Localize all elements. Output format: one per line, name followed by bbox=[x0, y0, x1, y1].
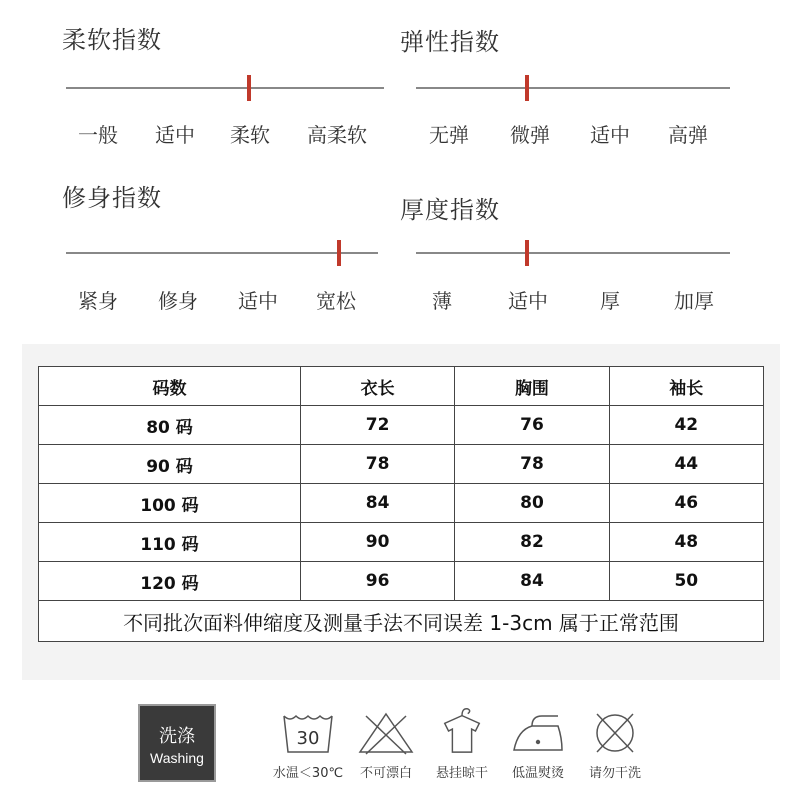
softness-level-marker bbox=[247, 75, 251, 101]
low-iron-icon bbox=[508, 708, 568, 758]
fit-level-marker bbox=[337, 240, 341, 266]
table-row bbox=[39, 406, 764, 445]
header-chest: 胸围 bbox=[455, 367, 609, 406]
softness-index-title: 柔软指数 bbox=[62, 26, 162, 54]
header-sleeve: 袖长 bbox=[609, 367, 763, 406]
table-cell: 80 码 bbox=[39, 406, 301, 445]
elasticity-scale-line bbox=[416, 87, 730, 89]
care-label-wash: 水温＜30℃ bbox=[272, 766, 344, 781]
table-cell: 48 bbox=[609, 523, 763, 562]
header-size: 码数 bbox=[39, 367, 301, 406]
table-cell: 80 bbox=[455, 484, 609, 523]
fit-label-2: 修身 bbox=[158, 289, 198, 313]
fit-index-title: 修身指数 bbox=[62, 184, 162, 212]
care-label-hang-dry: 悬挂晾干 bbox=[435, 766, 489, 781]
thickness-index-title: 厚度指数 bbox=[400, 196, 500, 224]
thickness-label-3: 厚 bbox=[600, 289, 620, 313]
table-cell: 76 bbox=[455, 406, 609, 445]
washing-label-en: Washing bbox=[150, 750, 204, 766]
table-row bbox=[39, 523, 764, 562]
table-row bbox=[39, 484, 764, 523]
elasticity-label-4: 高弹 bbox=[668, 123, 708, 147]
table-cell: 78 bbox=[455, 445, 609, 484]
table-cell: 100 码 bbox=[39, 484, 301, 523]
elasticity-level-marker bbox=[525, 75, 529, 101]
thickness-label-1: 薄 bbox=[432, 289, 452, 313]
elasticity-label-2: 微弹 bbox=[510, 123, 550, 147]
care-label-low-iron: 低温熨烫 bbox=[511, 766, 565, 781]
softness-scale-line bbox=[66, 87, 384, 89]
table-cell: 46 bbox=[609, 484, 763, 523]
care-label-no-bleach: 不可漂白 bbox=[359, 766, 413, 781]
softness-label-4: 高柔软 bbox=[307, 123, 367, 147]
table-cell: 44 bbox=[609, 445, 763, 484]
elasticity-label-3: 适中 bbox=[590, 123, 630, 147]
softness-label-3: 柔软 bbox=[230, 123, 270, 147]
softness-label-1: 一般 bbox=[78, 123, 118, 147]
table-row bbox=[39, 562, 764, 601]
table-note-row bbox=[39, 601, 764, 642]
size-table bbox=[38, 366, 764, 642]
fit-label-4: 宽松 bbox=[316, 289, 356, 313]
fit-label-1: 紧身 bbox=[78, 289, 118, 313]
table-cell: 84 bbox=[300, 484, 454, 523]
no-dry-clean-icon bbox=[585, 708, 645, 758]
table-cell: 50 bbox=[609, 562, 763, 601]
softness-label-2: 适中 bbox=[155, 123, 195, 147]
wash-30-icon bbox=[278, 708, 338, 758]
elasticity-label-1: 无弹 bbox=[429, 123, 469, 147]
thickness-label-2: 适中 bbox=[508, 289, 548, 313]
care-label-no-dry-clean: 请勿干洗 bbox=[588, 766, 642, 781]
table-cell: 96 bbox=[300, 562, 454, 601]
table-cell: 72 bbox=[300, 406, 454, 445]
fit-scale-line bbox=[66, 252, 378, 254]
table-row bbox=[39, 445, 764, 484]
measurement-note: 不同批次面料伸缩度及测量手法不同误差 1-3cm 属于正常范围 bbox=[39, 601, 764, 642]
thickness-level-marker bbox=[525, 240, 529, 266]
no-bleach-icon bbox=[356, 708, 416, 758]
table-cell: 90 码 bbox=[39, 445, 301, 484]
table-cell: 90 bbox=[300, 523, 454, 562]
fit-label-3: 适中 bbox=[238, 289, 278, 313]
hang-dry-icon bbox=[432, 706, 492, 756]
elasticity-index-title: 弹性指数 bbox=[400, 28, 500, 56]
wash-temp-value: 30 bbox=[296, 728, 320, 749]
header-length: 衣长 bbox=[300, 367, 454, 406]
table-cell: 78 bbox=[300, 445, 454, 484]
table-header-row bbox=[39, 367, 764, 406]
thickness-scale-line bbox=[416, 252, 730, 254]
washing-label-cn: 洗涤 bbox=[159, 726, 195, 747]
table-cell: 82 bbox=[455, 523, 609, 562]
washing-label-box bbox=[138, 704, 216, 782]
table-cell: 120 码 bbox=[39, 562, 301, 601]
thickness-label-4: 加厚 bbox=[674, 289, 714, 313]
table-cell: 84 bbox=[455, 562, 609, 601]
table-cell: 42 bbox=[609, 406, 763, 445]
table-cell: 110 码 bbox=[39, 523, 301, 562]
